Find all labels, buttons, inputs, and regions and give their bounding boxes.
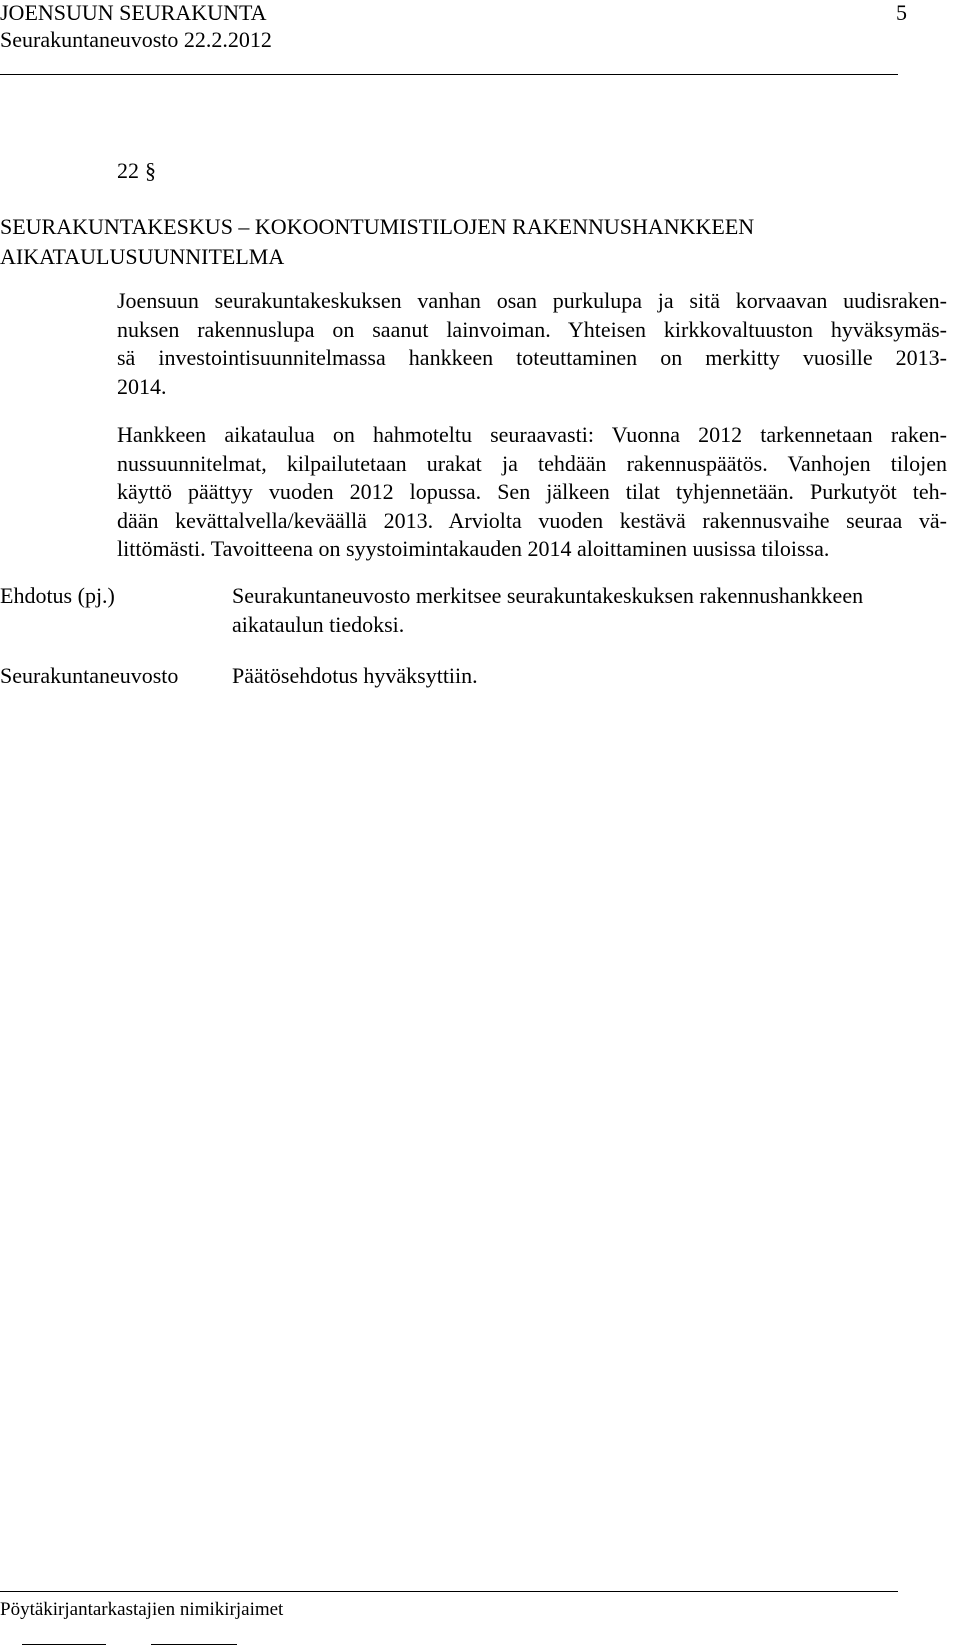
header-rule	[0, 74, 898, 75]
proposal-line: aikataulun tiedoksi.	[232, 611, 405, 637]
proposal-text	[232, 582, 947, 639]
decision-label: Seurakuntaneuvosto	[0, 663, 179, 688]
proposal-label: Ehdotus (pj.)	[0, 583, 115, 608]
paragraph-1	[117, 287, 947, 401]
page-title-line-1: SEURAKUNTAKESKUS – KOKOONTUMISTILOJEN RAKENNUSHANKKEEN	[0, 214, 755, 239]
section-number	[117, 156, 156, 186]
section-symbol: §	[145, 158, 156, 183]
page-title	[0, 212, 754, 272]
paragraph-2	[117, 421, 947, 564]
paragraph-1-line: sä investointisuunnitelmassa hankkeen toteuttaminen on merkitty vuosille 2013-	[117, 345, 947, 370]
page-title-line-2: AIKATAULUSUUNNITELMA	[0, 244, 285, 269]
decision-text: Päätösehdotus hyväksyttiin.	[232, 663, 478, 688]
page-number: 5	[896, 0, 907, 25]
paragraph-1-line: nuksen rakennuslupa on saanut lainvoiman. Yhteisen kirkkovaltuuston hyväksymäs-	[117, 316, 947, 342]
initials-line-1	[22, 1644, 106, 1645]
paragraph-2-line: Hankkeen aikataulua on hahmoteltu seuraavasti: Vuonna 2012 tarkennetaan raken-	[117, 422, 947, 447]
paragraph-1-line: Joensuun seurakuntakeskuksen vanhan osan purkulupa ja sitä korvaavan uudisraken-	[117, 288, 947, 313]
meeting-info: Seurakuntaneuvosto 22.2.2012	[0, 27, 272, 52]
paragraph-2-line: dään kevättalvella/keväällä 2013. Arviolta vuoden kestävä rakennusvaihe seuraa vä-	[117, 507, 947, 533]
document-org: JOENSUUN SEURAKUNTA	[0, 0, 267, 25]
paragraph-1-line: 2014.	[117, 373, 167, 399]
footer-rule	[0, 1591, 898, 1592]
paragraph-2-line: littömästi. Tavoitteena on syystoimintakauden 2014 aloittaminen uusissa tiloissa.	[117, 536, 830, 561]
proposal-line: Seurakuntaneuvosto merkitsee seurakuntakeskuksen rakennushankkeen	[232, 583, 864, 608]
paragraph-2-line: käyttö päättyy vuoden 2012 lopussa. Sen jälkeen tilat tyhjennetään. Purkutyöt teh-	[117, 479, 947, 504]
initials-line-2	[151, 1644, 237, 1645]
section-number-value: 22	[117, 158, 139, 183]
footer-label: Pöytäkirjantarkastajien nimikirjaimet	[0, 1599, 284, 1620]
paragraph-2-line: nussuunnitelmat, kilpailutetaan urakat ja tehdään rakennuspäätös. Vanhojen tilojen	[117, 450, 947, 476]
